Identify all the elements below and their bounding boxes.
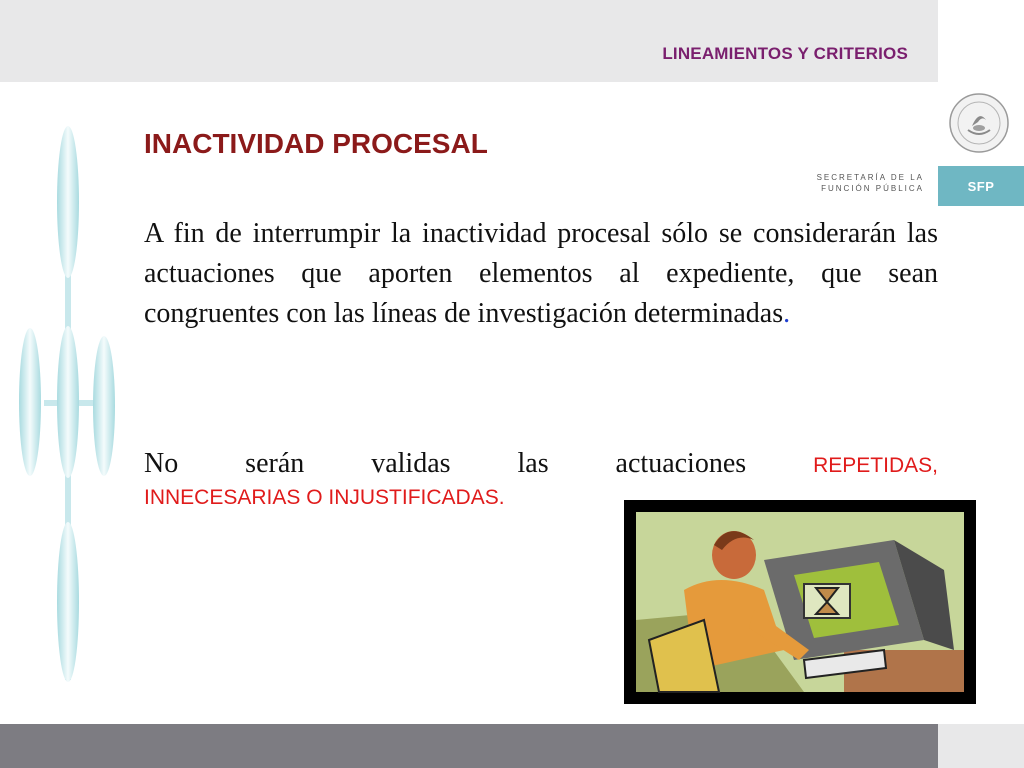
- secretaria-label: [817, 172, 924, 194]
- logo-strip: [938, 0, 1024, 82]
- header-title: LINEAMIENTOS Y CRITERIOS: [662, 44, 908, 63]
- header-band: [0, 0, 938, 82]
- paragraph-1-text: A fin de interrumpir la inactividad procesal sólo se considerarán las actuaciones que aporten elementos al expediente, que sean congruentes con las líneas de investigación determinadas: [144, 218, 938, 329]
- footer-right-strip: [938, 724, 1024, 768]
- footer-band: [0, 724, 938, 768]
- secretaria-line2: FUNCIÓN PÚBLICA: [821, 184, 924, 193]
- person-at-computer-icon: [624, 500, 976, 704]
- sfp-badge: [938, 166, 1024, 206]
- slide-title: INACTIVIDAD PROCESAL: [144, 128, 488, 159]
- paragraph-1: [144, 214, 938, 334]
- paragraph-2-text: No serán validas las actuaciones: [144, 448, 747, 479]
- paragraph-2-highlight-2: INNECESARIAS O INJUSTIFICADAS.: [144, 486, 505, 509]
- paragraph-2: [144, 444, 938, 486]
- sfp-label: SFP: [967, 178, 995, 194]
- paragraph-1-period: .: [783, 298, 791, 329]
- decorative-ornament-icon: [16, 120, 116, 690]
- seal-icon: [948, 92, 1010, 154]
- paragraph-2-highlight-1: REPETIDAS,: [813, 454, 938, 477]
- secretaria-line1: SECRETARÍA DE LA: [816, 173, 924, 182]
